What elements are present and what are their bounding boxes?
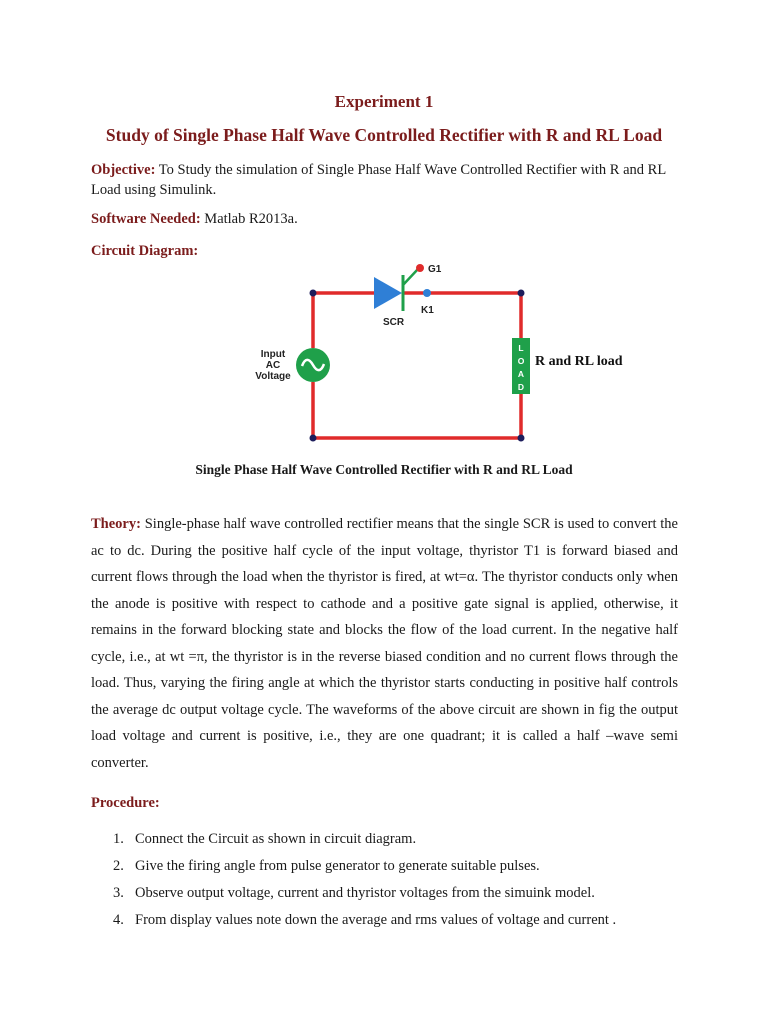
load-letter-o: O: [517, 356, 525, 366]
procedure-heading: Procedure:: [91, 795, 160, 811]
gate-terminal: [416, 264, 424, 272]
node-bottom-right: [518, 435, 525, 442]
load-letter-d: D: [517, 382, 525, 392]
source-label-line1: Input: [260, 349, 286, 360]
scr-symbol: [374, 277, 402, 309]
source-label-line2: AC: [265, 360, 281, 371]
objective-paragraph: [91, 160, 681, 200]
step-number: 1.: [113, 831, 124, 847]
procedure-list: [91, 829, 691, 937]
experiment-number: Experiment 1: [334, 92, 434, 111]
software-paragraph: [91, 209, 681, 229]
circuit-nodes: [310, 290, 525, 442]
step-text: Observe output voltage, current and thyristor voltages from the simuink model.: [135, 885, 595, 901]
circuit-wires: [313, 293, 524, 438]
step-number: 3.: [113, 885, 124, 901]
gate-label: G1: [428, 264, 442, 275]
software-text: Matlab R2013a.: [200, 211, 298, 227]
node-top-left: [310, 290, 317, 297]
cathode-terminal: [423, 289, 431, 297]
load-letter-a: A: [517, 369, 525, 379]
step-text: From display values note down the average and rms values of voltage and current .: [135, 912, 617, 928]
list-item: [91, 856, 691, 883]
scr-label: SCR: [383, 317, 405, 328]
software-label: Software Needed:: [91, 211, 201, 227]
theory-text: Single-phase half wave controlled rectifier means that the single SCR is used to convert the ac to dc. During the positive half cycle of the input voltage, thyristor T1 is forward biased and current flows through the load when the thyristor is fired, at wt=α. The thyristor conducts only when the anode is positive with respect to cathode and a positive gate signal is applied, otherwise, it remains in the forward blocking state and blocks the flow of the load current. In the negative half cycle, i.e., at wt =π, the thyristor is in the reverse biased condition and no current flows through the load. Thus, varying the firing angle at which the thyristor starts conducting in positive half controls the average dc output voltage cycle. The waveforms of the above circuit are shown in fig the output load voltage and current is positive, i.e., they are one quadrant; it is called a half –wave semi converter.: [91, 516, 678, 771]
source-label-line3: Voltage: [255, 371, 291, 382]
step-text: Connect the Circuit as shown in circuit diagram.: [135, 831, 417, 847]
cathode-label: K1: [421, 305, 434, 316]
objective-label: Objective:: [91, 162, 156, 178]
load-side-label: R and RL load: [535, 354, 623, 369]
list-item: [91, 910, 691, 937]
step-number: 4.: [113, 912, 124, 928]
scr-gate-lead: [403, 269, 418, 285]
step-text: Give the firing angle from pulse generator to generate suitable pulses.: [135, 858, 540, 874]
list-item: [91, 829, 691, 856]
circuit-diagram: [250, 258, 650, 453]
list-item: [91, 883, 691, 910]
node-bottom-left: [310, 435, 317, 442]
load-letter-l: L: [518, 343, 524, 353]
theory-paragraph: [91, 511, 678, 776]
circuit-diagram-heading: Circuit Diagram:: [91, 243, 199, 259]
experiment-title: Study of Single Phase Half Wave Controlled Rectifier with R and RL Load: [105, 125, 663, 145]
figure-caption: Single Phase Half Wave Controlled Rectifier with R and RL Load: [195, 462, 573, 477]
step-number: 2.: [113, 858, 124, 874]
theory-label: Theory:: [91, 516, 141, 532]
node-top-right: [518, 290, 525, 297]
objective-text: To Study the simulation of Single Phase Half Wave Controlled Rectifier with R and RL Load using Simulink.: [91, 162, 666, 198]
